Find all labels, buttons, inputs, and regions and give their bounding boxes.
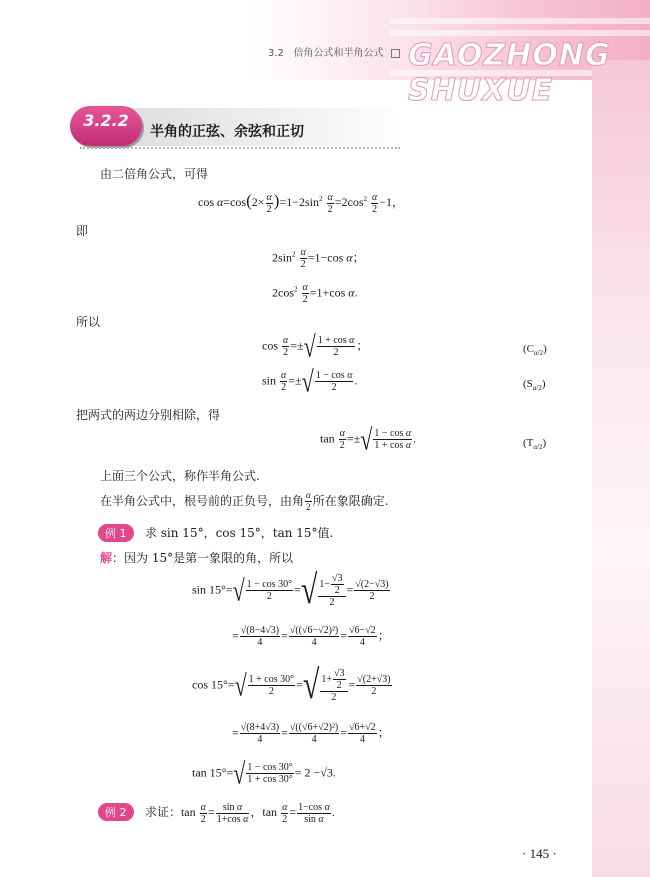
example1-solution-intro: 解：因为 15°是第一象限的角，所以: [100, 551, 294, 565]
page-number: · 145 ·: [522, 846, 557, 861]
paragraph-sign-rule: 在半角公式中，根号前的正负号，由角 $\frac{\alpha}{2}$ 所在象限确定.: [100, 490, 389, 512]
equation-double-angle: cos α=cos(2× $\frac{\alpha}{2}$ )$=1-2\sin^2$ $\frac{\alpha}{2}$ $=2\cos^2$ $\frac{\alpha}{2}$ −1，: [198, 191, 405, 215]
formula-cos-half-angle: cos $\frac{\alpha}{2}$ =±√ $\frac{\text{1 + cos α}}{2}$ ；: [262, 328, 369, 363]
equation-2cos: $2\cos^2$ $\frac{\alpha}{2}$ =1+cos α.: [272, 282, 358, 305]
text-ji: 即: [76, 224, 89, 238]
header-stripe: [390, 30, 650, 36]
solution-label: 解: [100, 551, 113, 565]
example2-row: [98, 802, 335, 825]
intro-text: 由二倍角公式，可得: [100, 167, 209, 181]
cos15-line2: = $\frac{√(8+4√3)}{4}$ = $\frac{\text{√((√6+√2)²)}}{4}$ = $\frac{√6+√2}{4}$ ；: [232, 722, 390, 745]
example2-badge: 例 2: [98, 803, 134, 821]
label-c-half: $(C_{\alpha/2})$: [523, 343, 547, 358]
label-s-half: $(S_{\alpha/2})$: [523, 378, 546, 393]
formula-sin-half-angle: sin $\frac{\alpha}{2}$ =±√ $\frac{\text{1 − cos α}}{2}$ .: [262, 363, 358, 398]
running-header: [268, 44, 400, 59]
section-number-badge: 3.2.2: [70, 106, 142, 146]
header-watermark: GAOZHONG SHUXUE: [408, 38, 611, 108]
right-margin-band: [592, 60, 650, 877]
example2-statement: 求证：tan $\frac{\alpha}{2}$ = $\frac{\text{sin α}}{\text{1+cos α}}$ ，tan $\frac{\alpha}{2}$ = $\frac{\text{1−cos α}}{\text{sin α}}$ .: [144, 802, 335, 825]
section-dotted-rule: [80, 147, 400, 149]
header-stripe: [390, 18, 650, 24]
example1-question: 求 sin 15°，cos 15°，tan 15°值.: [144, 526, 334, 540]
header-chapter-title: 倍角公式和半角公式: [293, 48, 384, 59]
formula-tan-half-angle: tan $\frac{\alpha}{2}$ =±√ $\frac{\text{1 − cos α}}{\text{1 + cos α}}$ .: [320, 421, 417, 456]
text-divide: 把两式的两边分别相除，得: [76, 408, 221, 422]
equation-2sin: $2\sin^2$ $\frac{\alpha}{2}$ =1−cos α；: [272, 247, 365, 270]
header-section-ref: 3.2: [268, 48, 284, 59]
section-title: 半角的正弦、余弦和正切: [150, 124, 304, 140]
text-suoyi: 所以: [76, 315, 101, 329]
sin15-line2: = $\frac{√(8-4√3)}{4}$ = $\frac{\text{√((√6−√2)²)}}{4}$ = $\frac{√6-√2}{4}$ ；: [232, 625, 390, 648]
tan15-line: tan 15°=√ $\frac{1 - \cos 30^\circ}{1 + \cos 30^\circ}$ = 2 −√3.: [192, 755, 336, 790]
cos15-line1: cos 15°=√ $\frac{1 + \cos 30^\circ}{2}$ =√ 1+ $\frac{√3}{2}$ 2 = $\frac{√(2+√3)}{2}$: [192, 662, 391, 708]
paragraph-half-angle-formulas: 上面三个公式，称作半角公式.: [100, 469, 260, 483]
sin15-line1: sin 15°=√ $\frac{1 - \cos 30^\circ}{2}$ =√ 1− $\frac{√3}{2}$ 2 = $\frac{√(2-√3)}{2}$: [192, 567, 389, 613]
example1-row: [98, 524, 333, 542]
label-t-half: $(T_{\alpha/2})$: [523, 437, 547, 452]
header-square-icon: [391, 49, 400, 58]
example1-badge: 例 1: [98, 524, 134, 542]
